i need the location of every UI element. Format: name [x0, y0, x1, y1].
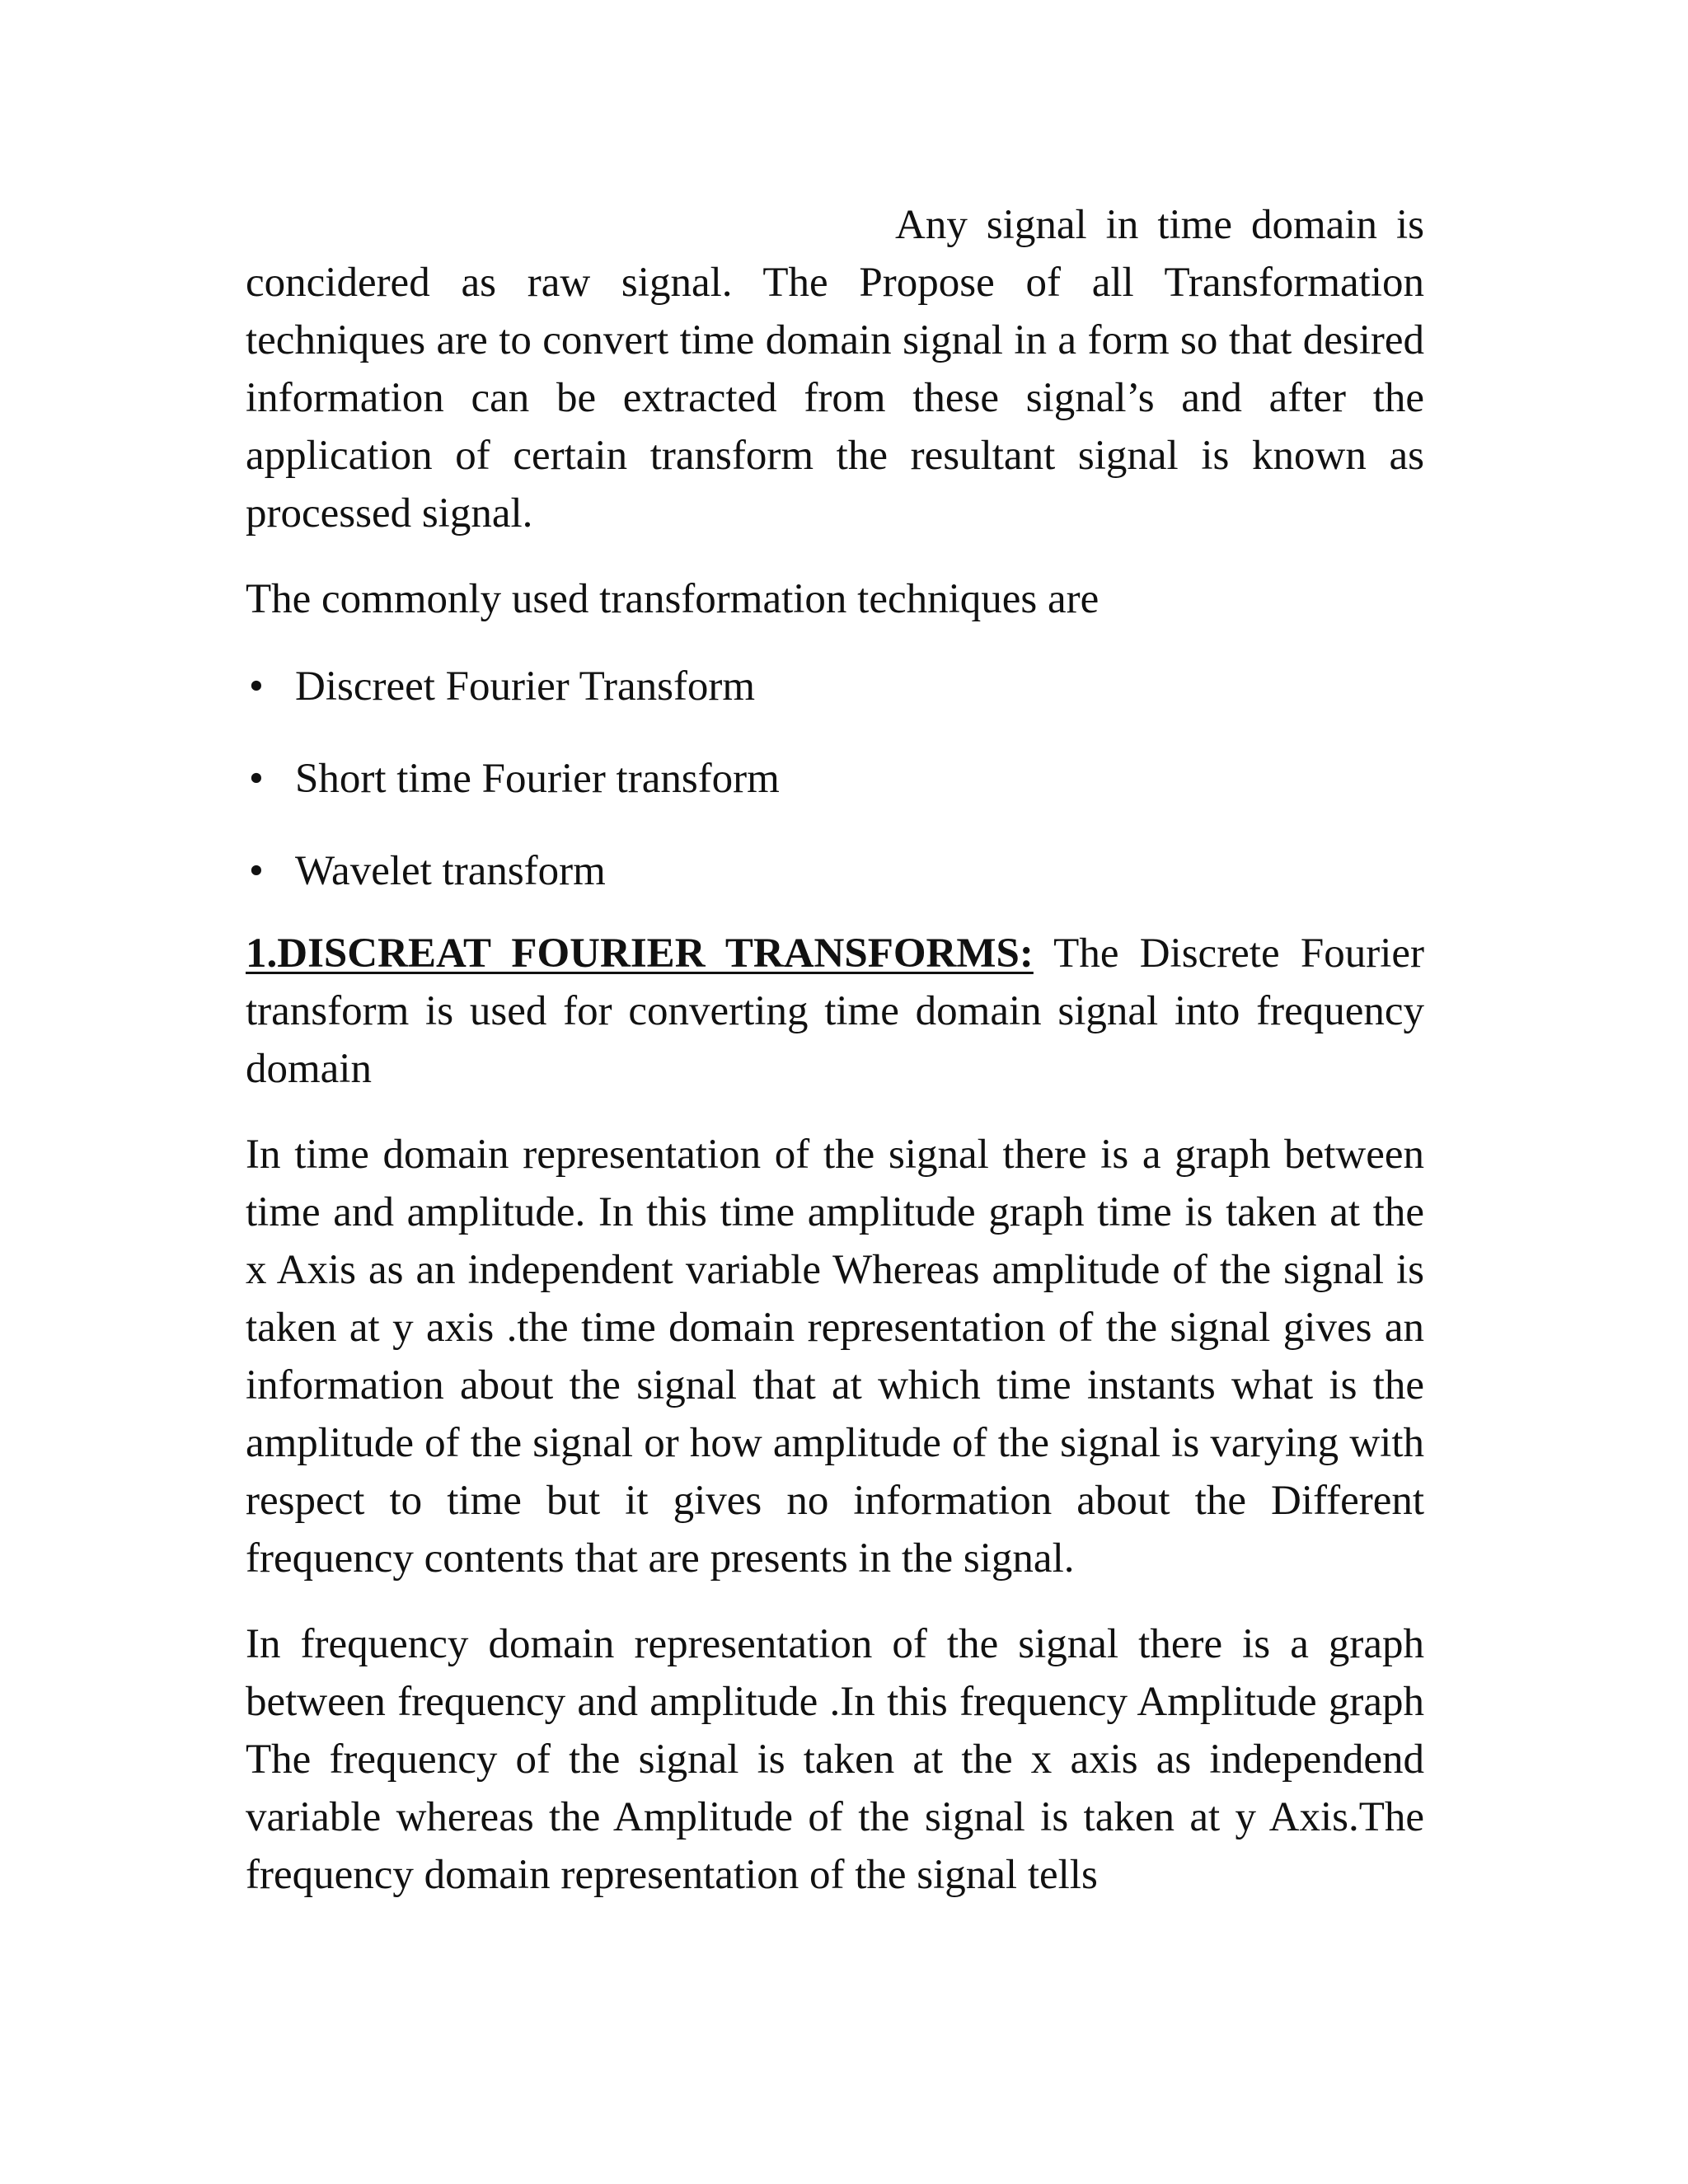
dft-intro-text: The Discrete Fourier transform is used for converting time domain signal into frequency domain: [246, 930, 1424, 1092]
time-domain-paragraph: In time domain representation of the signal there is a graph between time and amplitude. In this time amplitude graph time is taken at the x Axis as an independent variable Whereas amplitude of the signal is taken at y axis .the time domain representation of the signal gives an information about the signal that at which time instants what is the amplitude of the signal or how amplitude of the signal is varying with respect to time but it gives no information about the Different frequency contents that are presents in the signal.: [246, 1132, 1424, 1582]
bullet-icon: •: [249, 756, 264, 802]
list-item: [246, 658, 1424, 715]
list-item-text: Short time Fourier transform: [295, 756, 780, 802]
techniques-lead-in: The commonly used transformation techniques are: [246, 576, 1100, 622]
dft-section-paragraph: [246, 925, 1424, 1098]
list-item: [246, 750, 1424, 808]
document-body: [246, 196, 1424, 1932]
bullet-icon: •: [249, 848, 264, 894]
section-heading: 1.DISCREAT FOURIER TRANSFORMS:: [246, 930, 1034, 977]
intro-paragraph: Any signal in time domain is concidered as raw signal. The Propose of all Transformation techniques are to convert time domain signal in a form so that desired information can be extracted from these signal’s and after the application of certain transform the resultant signal is known as processed signal.: [246, 202, 1424, 537]
techniques-list: [246, 658, 1424, 900]
list-item: [246, 842, 1424, 900]
bullet-icon: •: [249, 663, 264, 710]
list-item-text: Wavelet transform: [295, 848, 606, 894]
list-item-text: Discreet Fourier Transform: [295, 663, 756, 710]
frequency-domain-paragraph: In frequency domain representation of the signal there is a graph between frequency and amplitude .In this frequency Amplitude graph The frequency of the signal is taken at the x axis as independend variable whereas the Amplitude of the signal is taken at y Axis.The frequency domain representation of the signal tells: [246, 1621, 1424, 1898]
